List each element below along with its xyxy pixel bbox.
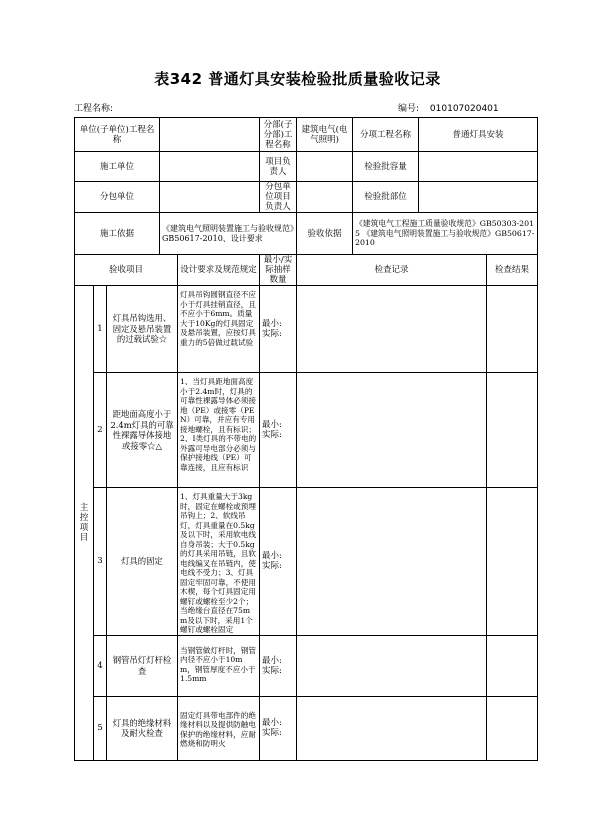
item-requirement: 1、当灯具距地面高度小于2.4m时，灯具的可靠性裸露导体必须接地（PE）或接零（PEN）可靠，并应有专用接地螺栓，且有标识；2、Ⅰ类灯具的不带电的外露可导电部分必须与保护接地线（PE）可靠连接，且应有标识 — [178, 373, 260, 488]
batch-location-cell — [353, 182, 538, 213]
basis-value: 《建筑电气照明装置施工与验收规范》GB50617-2010、设计要求 — [160, 213, 297, 255]
acceptance-record-table — [74, 117, 538, 761]
min-label: 最小: — [262, 655, 282, 666]
acceptance-basis-value: 《建筑电气工程施工质量验收规范》GB50303-2015 《建筑电气照明装置施工与验收规范》GB50617-2010 — [353, 213, 538, 255]
subitem-name-label: 分项工程名称 — [353, 118, 419, 151]
item-record[interactable] — [297, 635, 487, 696]
project-manager-label: 项目负责人 — [260, 152, 297, 182]
item-record[interactable] — [297, 373, 487, 488]
item-requirement: 1、灯具重量大于3kg时，固定在螺栓或预埋吊钩上；2、软线吊灯，灯具重量在0.5kg及以下时，采用软电线自身吊装；大于0.5kg的灯具采用吊链，且软电线编叉在吊链内，使电线不受力；3、灯具固定牢固可靠，不使用木楔，每个灯具固定用螺钉或螺栓至少2个；当绝缘台直径在75mm及以下时，采用1个螺钉或螺栓固定 — [178, 488, 260, 636]
item-record[interactable] — [297, 488, 487, 636]
item-requirement: 灯具吊钩圆钢直径不应小于灯具挂销直径，且不应小于6mm。质量大于10Kg的灯具固定及悬吊装置，应按灯具重力的5倍做过载试验 — [178, 286, 260, 373]
item-no: 1 — [94, 286, 107, 373]
item-sample[interactable] — [260, 286, 297, 373]
item-no: 5 — [94, 696, 107, 760]
batch-capacity-label: 检验批容量 — [353, 152, 419, 181]
min-label: 最小: — [262, 718, 282, 728]
construction-unit-value[interactable] — [160, 152, 260, 182]
actual-label: 实际: — [262, 561, 282, 572]
construction-unit-label: 施工单位 — [75, 152, 160, 182]
actual-label: 实际: — [262, 665, 282, 676]
item-record[interactable] — [297, 286, 487, 373]
item-record[interactable] — [297, 696, 487, 760]
unit-name-label: 单位(子单位)工程名称 — [75, 118, 160, 152]
item-name: 灯具的固定 — [107, 488, 178, 636]
project-name-label: 工程名称: — [74, 104, 114, 114]
min-label: 最小: — [262, 319, 282, 329]
project-manager-value[interactable] — [297, 152, 353, 182]
min-label: 最小: — [262, 551, 282, 562]
actual-label: 实际: — [262, 728, 282, 738]
item-result[interactable] — [487, 286, 538, 373]
item-sample[interactable] — [260, 696, 297, 760]
subcontract-manager-value[interactable] — [297, 182, 353, 213]
unit-name-value[interactable] — [160, 118, 260, 152]
acceptance-basis-label: 验收依据 — [297, 213, 353, 255]
serial-label-text: 编号: — [398, 104, 420, 114]
min-label: 最小: — [262, 420, 282, 430]
item-sample[interactable] — [260, 373, 297, 488]
item-no: 2 — [94, 373, 107, 488]
subcontract-unit-value[interactable] — [160, 182, 260, 213]
item-result[interactable] — [487, 635, 538, 696]
main-control-text: 主控项目 — [79, 502, 89, 543]
basis-label: 施工依据 — [75, 213, 160, 255]
item-result[interactable] — [487, 488, 538, 636]
batch-location-label: 检验批部位 — [353, 182, 419, 212]
subunit-name-label: 分部(子分部)工程名称 — [260, 118, 297, 152]
serial-value: 010107020401 — [429, 104, 499, 114]
item-name: 距地面高度小于2.4m灯具的可靠性裸露导体接地或接零☆△ — [107, 373, 178, 488]
col-header-result: 检查结果 — [487, 255, 538, 286]
batch-capacity-cell — [353, 152, 538, 182]
item-result[interactable] — [487, 373, 538, 488]
main-control-label — [75, 286, 94, 761]
subitem-cell — [353, 118, 538, 152]
col-header-sample: 最小/实际抽样数量 — [260, 255, 297, 286]
col-header-record: 检查记录 — [297, 255, 487, 286]
item-name: 灯具吊钩选用、固定及悬吊装置的过载试验☆ — [107, 286, 178, 373]
item-requirement: 当钢管做灯杆时，钢管内径不应小于10mm，钢管厚度不应小于1.5mm — [178, 635, 260, 696]
actual-label: 实际: — [262, 430, 282, 440]
subcontract-manager-label: 分包单位项目负责人 — [260, 182, 297, 213]
item-name: 钢管吊灯灯杆检查 — [107, 635, 178, 696]
actual-label: 实际: — [262, 329, 282, 339]
subcontract-unit-label: 分包单位 — [75, 182, 160, 213]
item-sample[interactable] — [260, 488, 297, 636]
item-no: 3 — [94, 488, 107, 636]
subunit-name-value: 建筑电气(电气照明) — [297, 118, 353, 152]
page-title: 表342 普通灯具安装检验批质量验收记录 — [154, 70, 441, 88]
item-result[interactable] — [487, 696, 538, 760]
item-requirement: 固定灯具带电部件的绝缘材料以及提供防触电保护的绝缘材料，应耐燃烧和防明火 — [178, 696, 260, 760]
item-name: 灯具的绝缘材料及耐火检查 — [107, 696, 178, 760]
item-sample[interactable] — [260, 635, 297, 696]
serial-label — [398, 101, 499, 114]
subitem-name-value: 普通灯具安装 — [452, 129, 504, 140]
col-header-requirement: 设计要求及规范规定 — [178, 255, 260, 286]
col-header-item: 验收项目 — [75, 255, 178, 286]
item-no: 4 — [94, 635, 107, 696]
